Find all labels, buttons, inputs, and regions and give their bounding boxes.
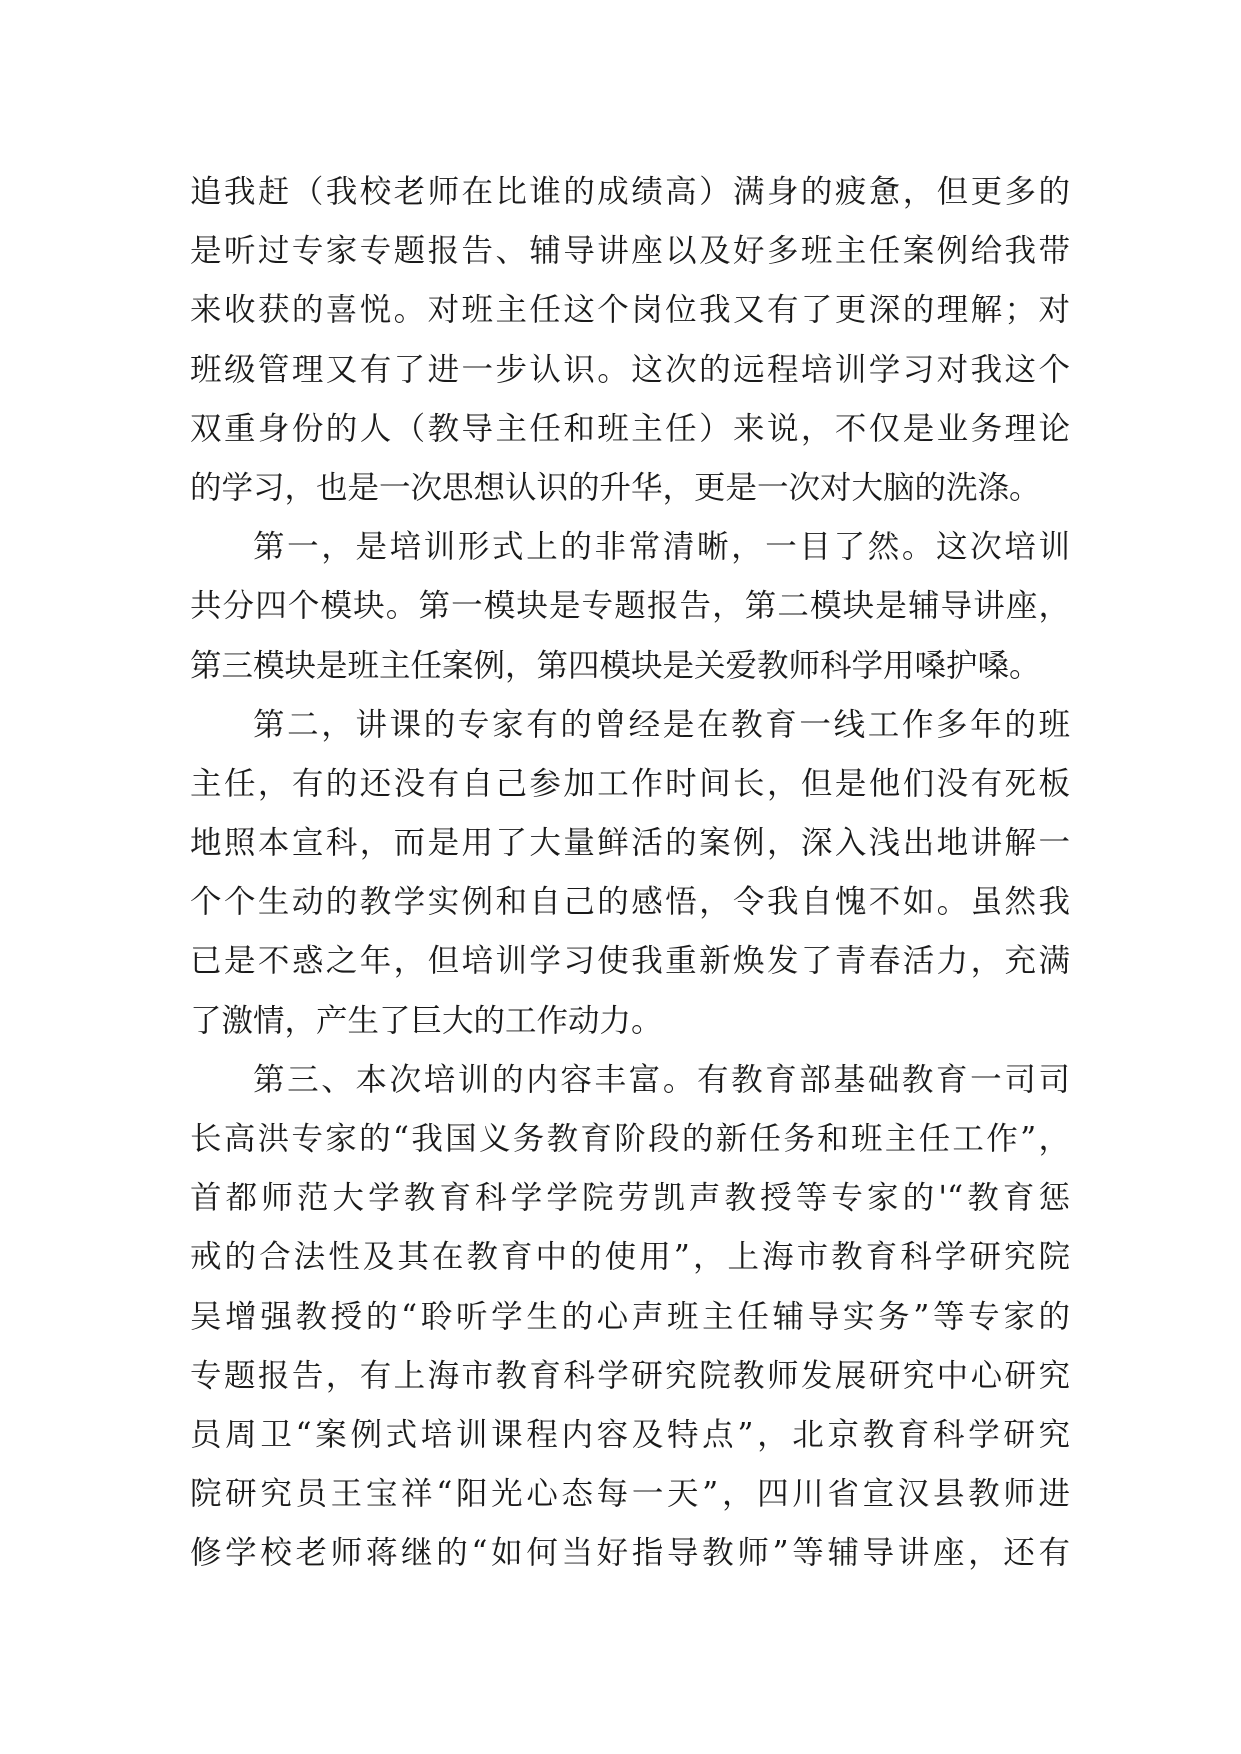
text-line: 主任，有的还没有自己参加工作时间长，但是他们没有死板 [190,765,1070,802]
text-line: 追我赶（我校老师在比谁的成绩高）满身的疲惫，但更多的 [190,174,1070,210]
text-line: 长高洪专家的“我国义务教育阶段的新任务和班主任工作”， [190,1121,1070,1157]
text-line: 首都师范大学教育科学学院劳凯声教授等专家的'“教育惩 [190,1180,1070,1217]
text-line: 吴增强教授的“聆听学生的心声班主任辅导实务”等专家的 [190,1298,1070,1335]
body-text [190,163,1070,1584]
text-line: 个个生动的教学实例和自己的感悟，令我自愧不如。虽然我 [190,884,1070,921]
paragraph-4 [190,1051,1070,1584]
text-line: 是听过专家专题报告、辅导讲座以及好多班主任案例给我带 [190,233,1070,270]
paragraph-1 [190,163,1070,518]
text-line: 共分四个模块。第一模块是专题报告，第二模块是辅导讲座， [190,588,1070,625]
paragraph-3 [190,696,1070,1051]
text-line: 第一，是培训形式上的非常清晰，一目了然。这次培训 [253,529,1070,566]
text-line: 地照本宣科，而是用了大量鲜活的案例，深入浅出地讲解一 [190,825,1070,862]
text-line: 员周卫“案例式培训课程内容及特点”，北京教育科学研究 [190,1416,1070,1453]
text-line: 班级管理又有了进一步认识。这次的远程培训学习对我这个 [190,351,1070,388]
text-line: 的学习，也是一次思想认识的升华，更是一次对大脑的洗涤。 [190,469,1041,506]
text-line: 第三、本次培训的内容丰富。有教育部基础教育一司司 [253,1061,1070,1098]
text-line: 院研究员王宝祥“阳光心态每一天”，四川省宣汉县教师进 [190,1476,1070,1513]
text-line: 已是不惑之年，但培训学习使我重新焕发了青春活力，充满 [190,943,1070,980]
text-line: 专题报告，有上海市教育科学研究院教师发展研究中心研究 [190,1357,1070,1394]
text-line: 来收获的喜悦。对班主任这个岗位我又有了更深的理解；对 [190,292,1070,329]
text-line: 第二，讲课的专家有的曾经是在教育一线工作多年的班 [253,706,1070,743]
paragraph-2 [190,518,1070,696]
text-line: 双重身份的人（教导主任和班主任）来说，不仅是业务理论 [190,410,1070,447]
text-line: 第三模块是班主任案例，第四模块是关爱教师科学用嗓护嗓。 [190,647,1041,684]
text-line: 戒的合法性及其在教育中的使用”，上海市教育科学研究院 [190,1239,1070,1276]
text-line: 修学校老师蒋继的“如何当好指导教师”等辅导讲座，还有 [190,1535,1070,1572]
text-line: 了激情，产生了巨大的工作动力。 [190,1002,663,1039]
